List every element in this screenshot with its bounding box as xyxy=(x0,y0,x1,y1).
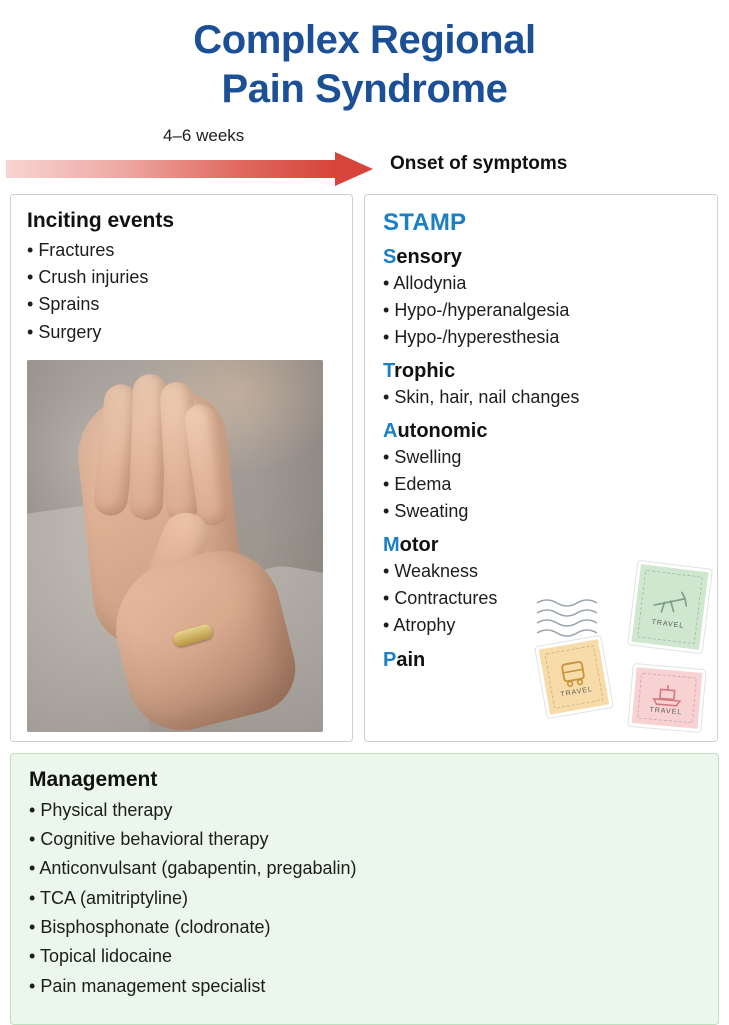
stamp-rest-letters: utonomic xyxy=(397,420,487,442)
hands-photo xyxy=(27,360,323,732)
page-title xyxy=(0,0,729,114)
list-item: • Pain management specialist xyxy=(29,972,702,1001)
arrow-head-icon xyxy=(335,152,373,186)
list-item: • Hypo-/hyperesthesia xyxy=(383,324,701,351)
ship-icon xyxy=(648,680,686,709)
list-item: • Skin, hair, nail changes xyxy=(383,384,701,411)
travel-stamp-pink xyxy=(628,664,705,732)
stamp-group-list-sensory xyxy=(383,270,701,351)
list-item: • Anticonvulsant (gabapentin, pregabalin) xyxy=(29,854,702,883)
stamp-group-heading-trophic xyxy=(383,360,701,383)
stamp-group-heading-motor xyxy=(383,534,701,557)
arrow-shaft xyxy=(6,160,336,178)
list-item: • Atrophy xyxy=(383,612,701,639)
list-item: • Edema xyxy=(383,471,701,498)
timeline-duration-label: 4–6 weeks xyxy=(163,126,244,146)
stamp-group-list-autonomic xyxy=(383,444,701,525)
stamp-cap-letter: M xyxy=(383,534,400,556)
management-heading: Management xyxy=(29,768,702,792)
management-panel xyxy=(10,753,719,1025)
stamp-acronym-title: STAMP xyxy=(383,209,701,237)
inciting-events-list xyxy=(27,237,336,346)
stamp-panel xyxy=(364,194,718,742)
onset-label: Onset of symptoms xyxy=(390,153,567,175)
list-item: • Allodynia xyxy=(383,270,701,297)
list-item: • Topical lidocaine xyxy=(29,942,702,971)
list-item: • Bisphosphonate (clodronate) xyxy=(29,913,702,942)
list-item: • Swelling xyxy=(383,444,701,471)
list-item: • Physical therapy xyxy=(29,796,702,825)
timeline-arrow xyxy=(6,152,376,186)
management-list xyxy=(29,796,702,1001)
stamp-group-heading-pain xyxy=(383,649,701,672)
inciting-events-panel xyxy=(10,194,353,742)
list-item: • Crush injuries xyxy=(27,264,336,291)
stamp-cap-letter: A xyxy=(383,420,397,442)
stamp-group-list-trophic xyxy=(383,384,701,411)
page-title-line-2: Pain Syndrome xyxy=(0,65,729,114)
stamp-group-list-motor xyxy=(383,558,701,639)
list-item: • Surgery xyxy=(27,319,336,346)
stamp-rest-letters: rophic xyxy=(394,360,455,382)
stamp-rest-letters: otor xyxy=(400,534,439,556)
list-item: • Contractures xyxy=(383,585,701,612)
panels-row xyxy=(10,194,719,742)
timeline-row xyxy=(0,126,729,186)
stamp-caption: TRAVEL xyxy=(560,685,593,698)
stamp-cap-letter: P xyxy=(383,649,396,671)
list-item: • Weakness xyxy=(383,558,701,585)
inciting-events-heading: Inciting events xyxy=(27,209,336,233)
list-item: • Cognitive behavioral therapy xyxy=(29,825,702,854)
stamp-caption: TRAVEL xyxy=(651,618,684,629)
stamp-rest-letters: ensory xyxy=(396,246,462,268)
list-item: • Sweating xyxy=(383,498,701,525)
stamp-cap-letter: T xyxy=(383,360,394,382)
list-item: • TCA (amitriptyline) xyxy=(29,884,702,913)
stamp-caption: TRAVEL xyxy=(649,706,682,716)
page-title-line-1: Complex Regional xyxy=(0,16,729,65)
stamp-rest-letters: ain xyxy=(396,649,425,671)
stamp-group-heading-autonomic xyxy=(383,420,701,443)
list-item: • Sprains xyxy=(27,291,336,318)
list-item: • Hypo-/hyperanalgesia xyxy=(383,297,701,324)
stamp-group-heading-sensory xyxy=(383,246,701,269)
stamp-cap-letter: S xyxy=(383,246,396,268)
list-item: • Fractures xyxy=(27,237,336,264)
